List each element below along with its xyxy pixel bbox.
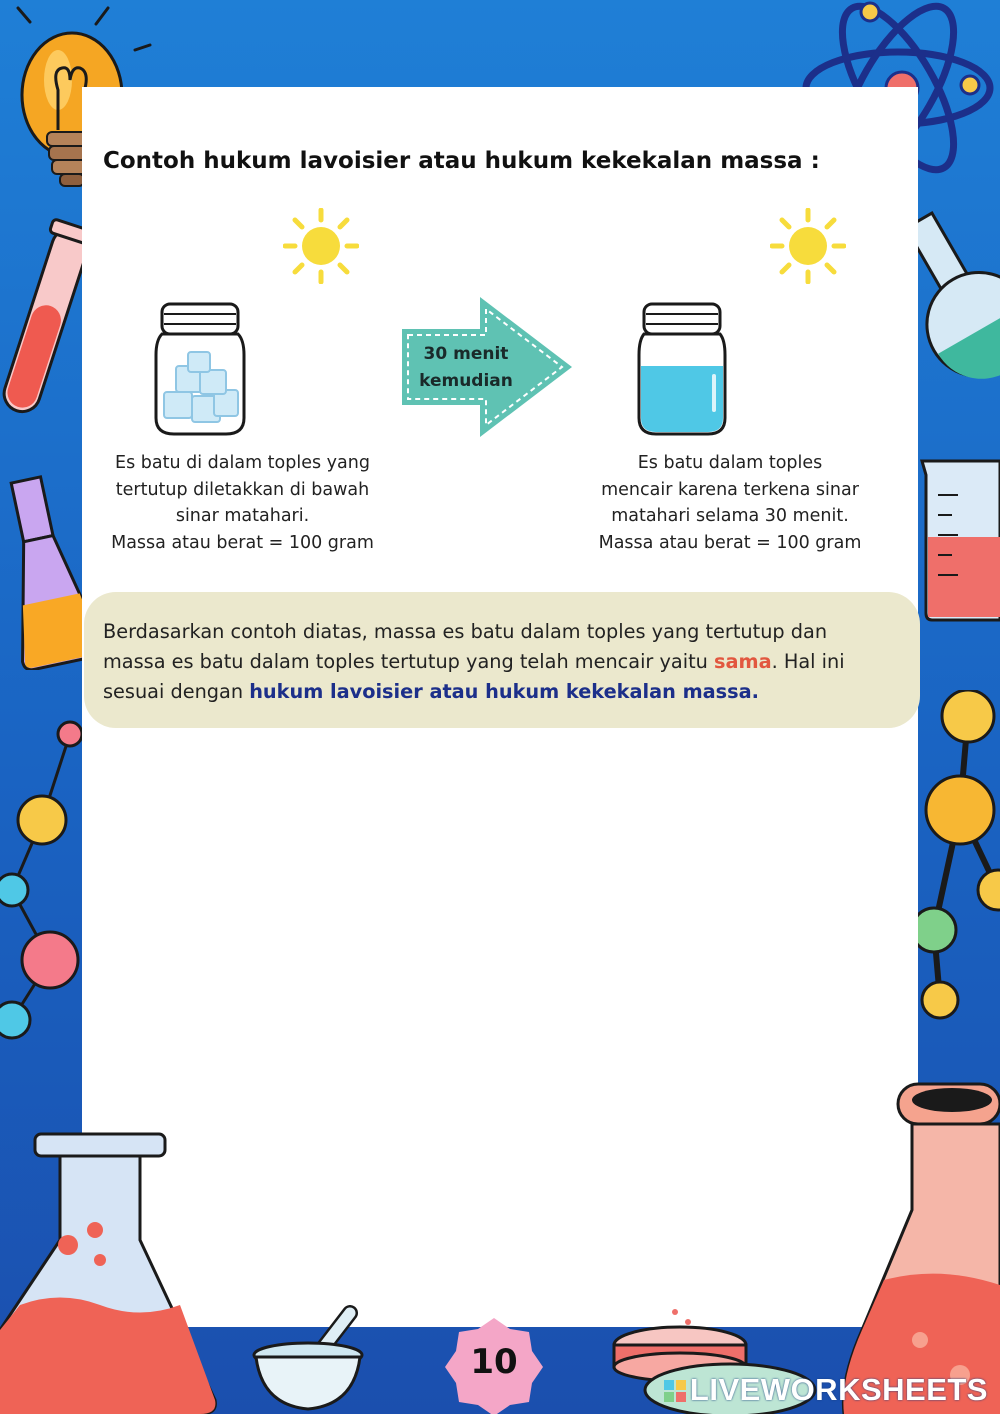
highlight-law: hukum lavoisier atau hukum kekekalan massa. <box>249 680 759 703</box>
conclusion-box <box>84 592 920 728</box>
sun-icon <box>283 208 359 284</box>
conclusion-line-2 <box>103 647 900 677</box>
flask-green-icon <box>910 195 1000 395</box>
arrow-label-line1: 30 menit <box>423 344 509 364</box>
page-number: 10 <box>470 1342 518 1382</box>
conclusion-line-2-prefix: massa es batu dalam toples tertutup yang telah mencair yaitu <box>103 650 714 673</box>
ice-jar-icon <box>150 300 250 440</box>
arrow-label-line2: kemudian <box>419 371 513 391</box>
mortar-pestle-icon <box>250 1305 370 1414</box>
conclusion-line-3-prefix: sesuai dengan <box>103 680 250 703</box>
molecule-right-icon <box>910 690 1000 1030</box>
conclusion-line-1: Berdasarkan contoh diatas, massa es batu dalam toples yang tertutup dan <box>103 620 828 643</box>
right-caption-line: Es batu dalam toples <box>637 453 823 473</box>
erlenmeyer-flask-left-icon <box>0 1130 225 1414</box>
flask-purple-icon <box>0 470 90 670</box>
left-caption-line: Massa atau berat = 100 gram <box>111 532 374 553</box>
right-caption-line: Massa atau berat = 100 gram <box>598 532 862 553</box>
left-caption-line: Es batu di dalam toples yang <box>115 453 370 473</box>
left-caption-line: sinar matahari. <box>175 506 310 526</box>
sun-icon <box>770 208 846 284</box>
molecule-left-icon <box>0 720 90 1050</box>
test-tube-red-icon <box>0 215 90 425</box>
right-caption-line: mencair karena terkena sinar <box>601 479 859 500</box>
highlight-sama: sama <box>713 650 772 673</box>
right-caption-line: matahari selama 30 menit. <box>611 506 849 526</box>
left-caption <box>95 450 390 556</box>
conclusion-line-3 <box>103 677 900 707</box>
erlenmeyer-flask-right-icon <box>840 1080 1000 1414</box>
brand-text: LIVEWORKSHEETS <box>689 1372 988 1407</box>
page-title: Contoh hukum lavoisier atau hukum kekekalan massa : <box>103 148 820 174</box>
arrow-label <box>402 341 530 395</box>
liveworksheets-brand <box>664 1372 988 1408</box>
beaker-icon <box>918 455 1000 625</box>
left-caption-line: tertutup diletakkan di bawah <box>115 479 370 500</box>
right-caption <box>580 450 880 556</box>
water-jar-icon <box>636 300 728 440</box>
conclusion-line-2-suffix: . Hal ini <box>771 650 845 673</box>
liveworksheets-logo-icon <box>664 1380 686 1402</box>
